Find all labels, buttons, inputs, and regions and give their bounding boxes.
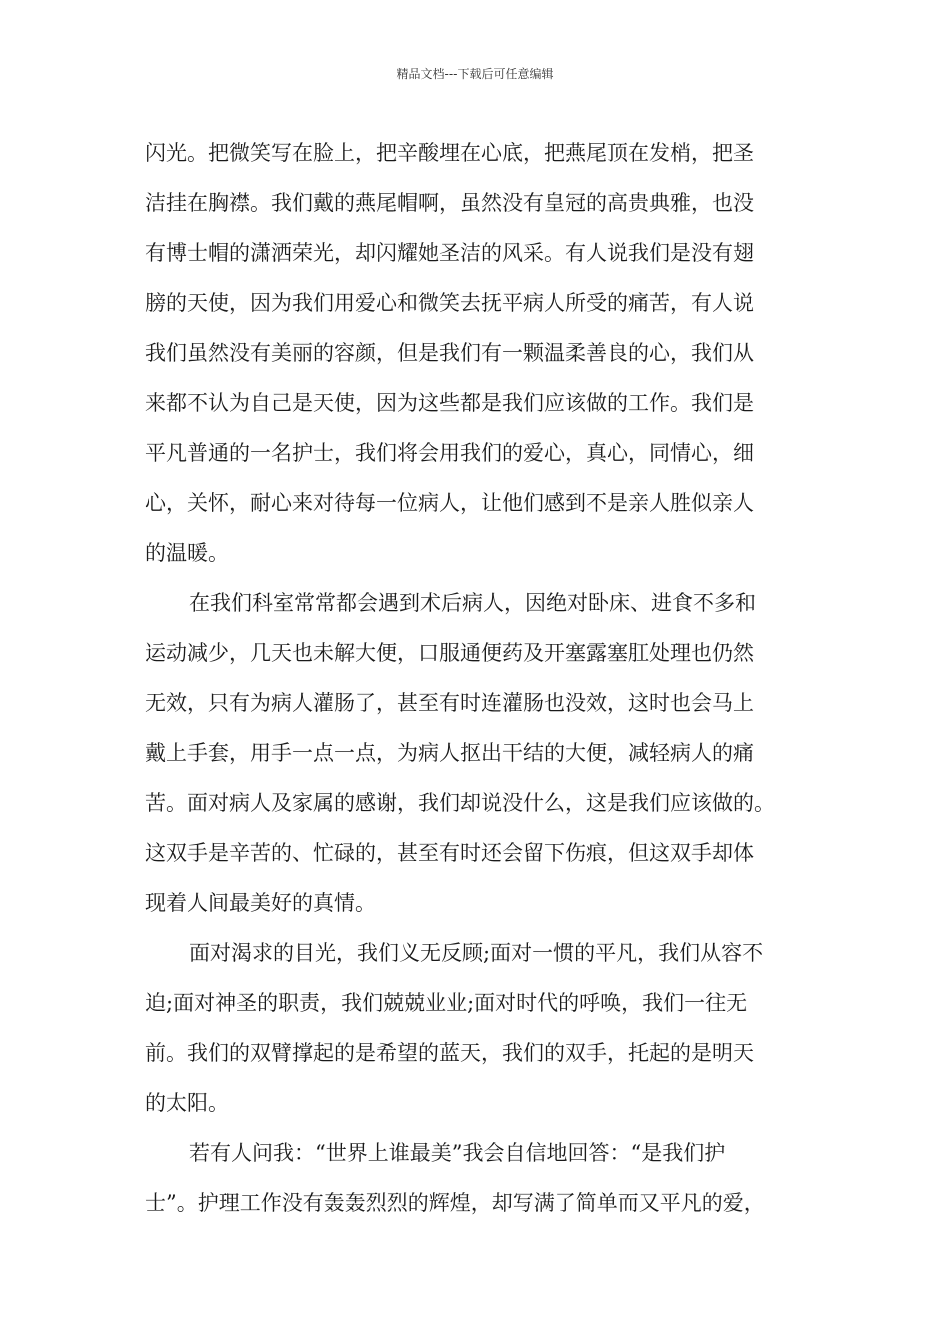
- text-line: 膀的天使，因为我们用爱心和微笑去抚平病人所受的痛苦，有人说: [145, 291, 754, 315]
- text-line: 闪光。把微笑写在脸上，把辛酸埋在心底，把燕尾顶在发梢，把圣: [145, 141, 754, 165]
- document-body: [145, 128, 821, 1228]
- text-line: 前。我们的双臂撑起的是希望的蓝天，我们的双手，托起的是明天: [145, 1041, 754, 1065]
- text-line: 现着人间最美好的真情。: [145, 891, 376, 915]
- text-line: 洁挂在胸襟。我们戴的燕尾帽啊，虽然没有皇冠的高贵典雅，也没: [145, 191, 754, 215]
- text-line: 迫;面对神圣的职责，我们兢兢业业;面对时代的呼唤，我们一往无: [145, 991, 748, 1015]
- text-line: 若有人问我：“世界上谁最美”我会自信地回答：“是我们护: [189, 1141, 726, 1165]
- text-line: 在我们科室常常都会遇到术后病人，因绝对卧床、进食不多和: [189, 591, 756, 615]
- text-line: 平凡普通的一名护士，我们将会用我们的爱心，真心，同情心，细: [145, 441, 754, 465]
- text-line: 无效，只有为病人灌肠了，甚至有时连灌肠也没效，这时也会马上: [145, 691, 754, 715]
- text-line: 的温暖。: [145, 541, 229, 565]
- text-line: 这双手是辛苦的、忙碌的，甚至有时还会留下伤痕，但这双手却体: [145, 841, 754, 865]
- text-line: 有博士帽的潇洒荣光，却闪耀她圣洁的风采。有人说我们是没有翅: [145, 241, 754, 265]
- text-line: 心，关怀，耐心来对待每一位病人，让他们感到不是亲人胜似亲人: [145, 491, 754, 515]
- text-line: 士”。护理工作没有轰轰烈烈的辉煌，却写满了简单而又平凡的爱，: [145, 1191, 765, 1215]
- text-line: 我们虽然没有美丽的容颜，但是我们有一颗温柔善良的心，我们从: [145, 341, 754, 365]
- text-line: 运动减少，几天也未解大便，口服通便药及开塞露塞肛处理也仍然: [145, 641, 754, 665]
- text-line: 的太阳。: [145, 1091, 229, 1115]
- text-line: 戴上手套，用手一点一点，为病人抠出干结的大便，减轻病人的痛: [145, 741, 754, 765]
- text-line: 面对渴求的目光，我们义无反顾;面对一惯的平凡，我们从容不: [189, 941, 764, 965]
- page-header: 精品文档---下载后可任意编辑: [396, 67, 554, 81]
- text-line: 苦。面对病人及家属的感谢，我们却说没什么，这是我们应该做的。: [145, 791, 775, 815]
- text-line: 来都不认为自己是天使，因为这些都是我们应该做的工作。我们是: [145, 391, 754, 415]
